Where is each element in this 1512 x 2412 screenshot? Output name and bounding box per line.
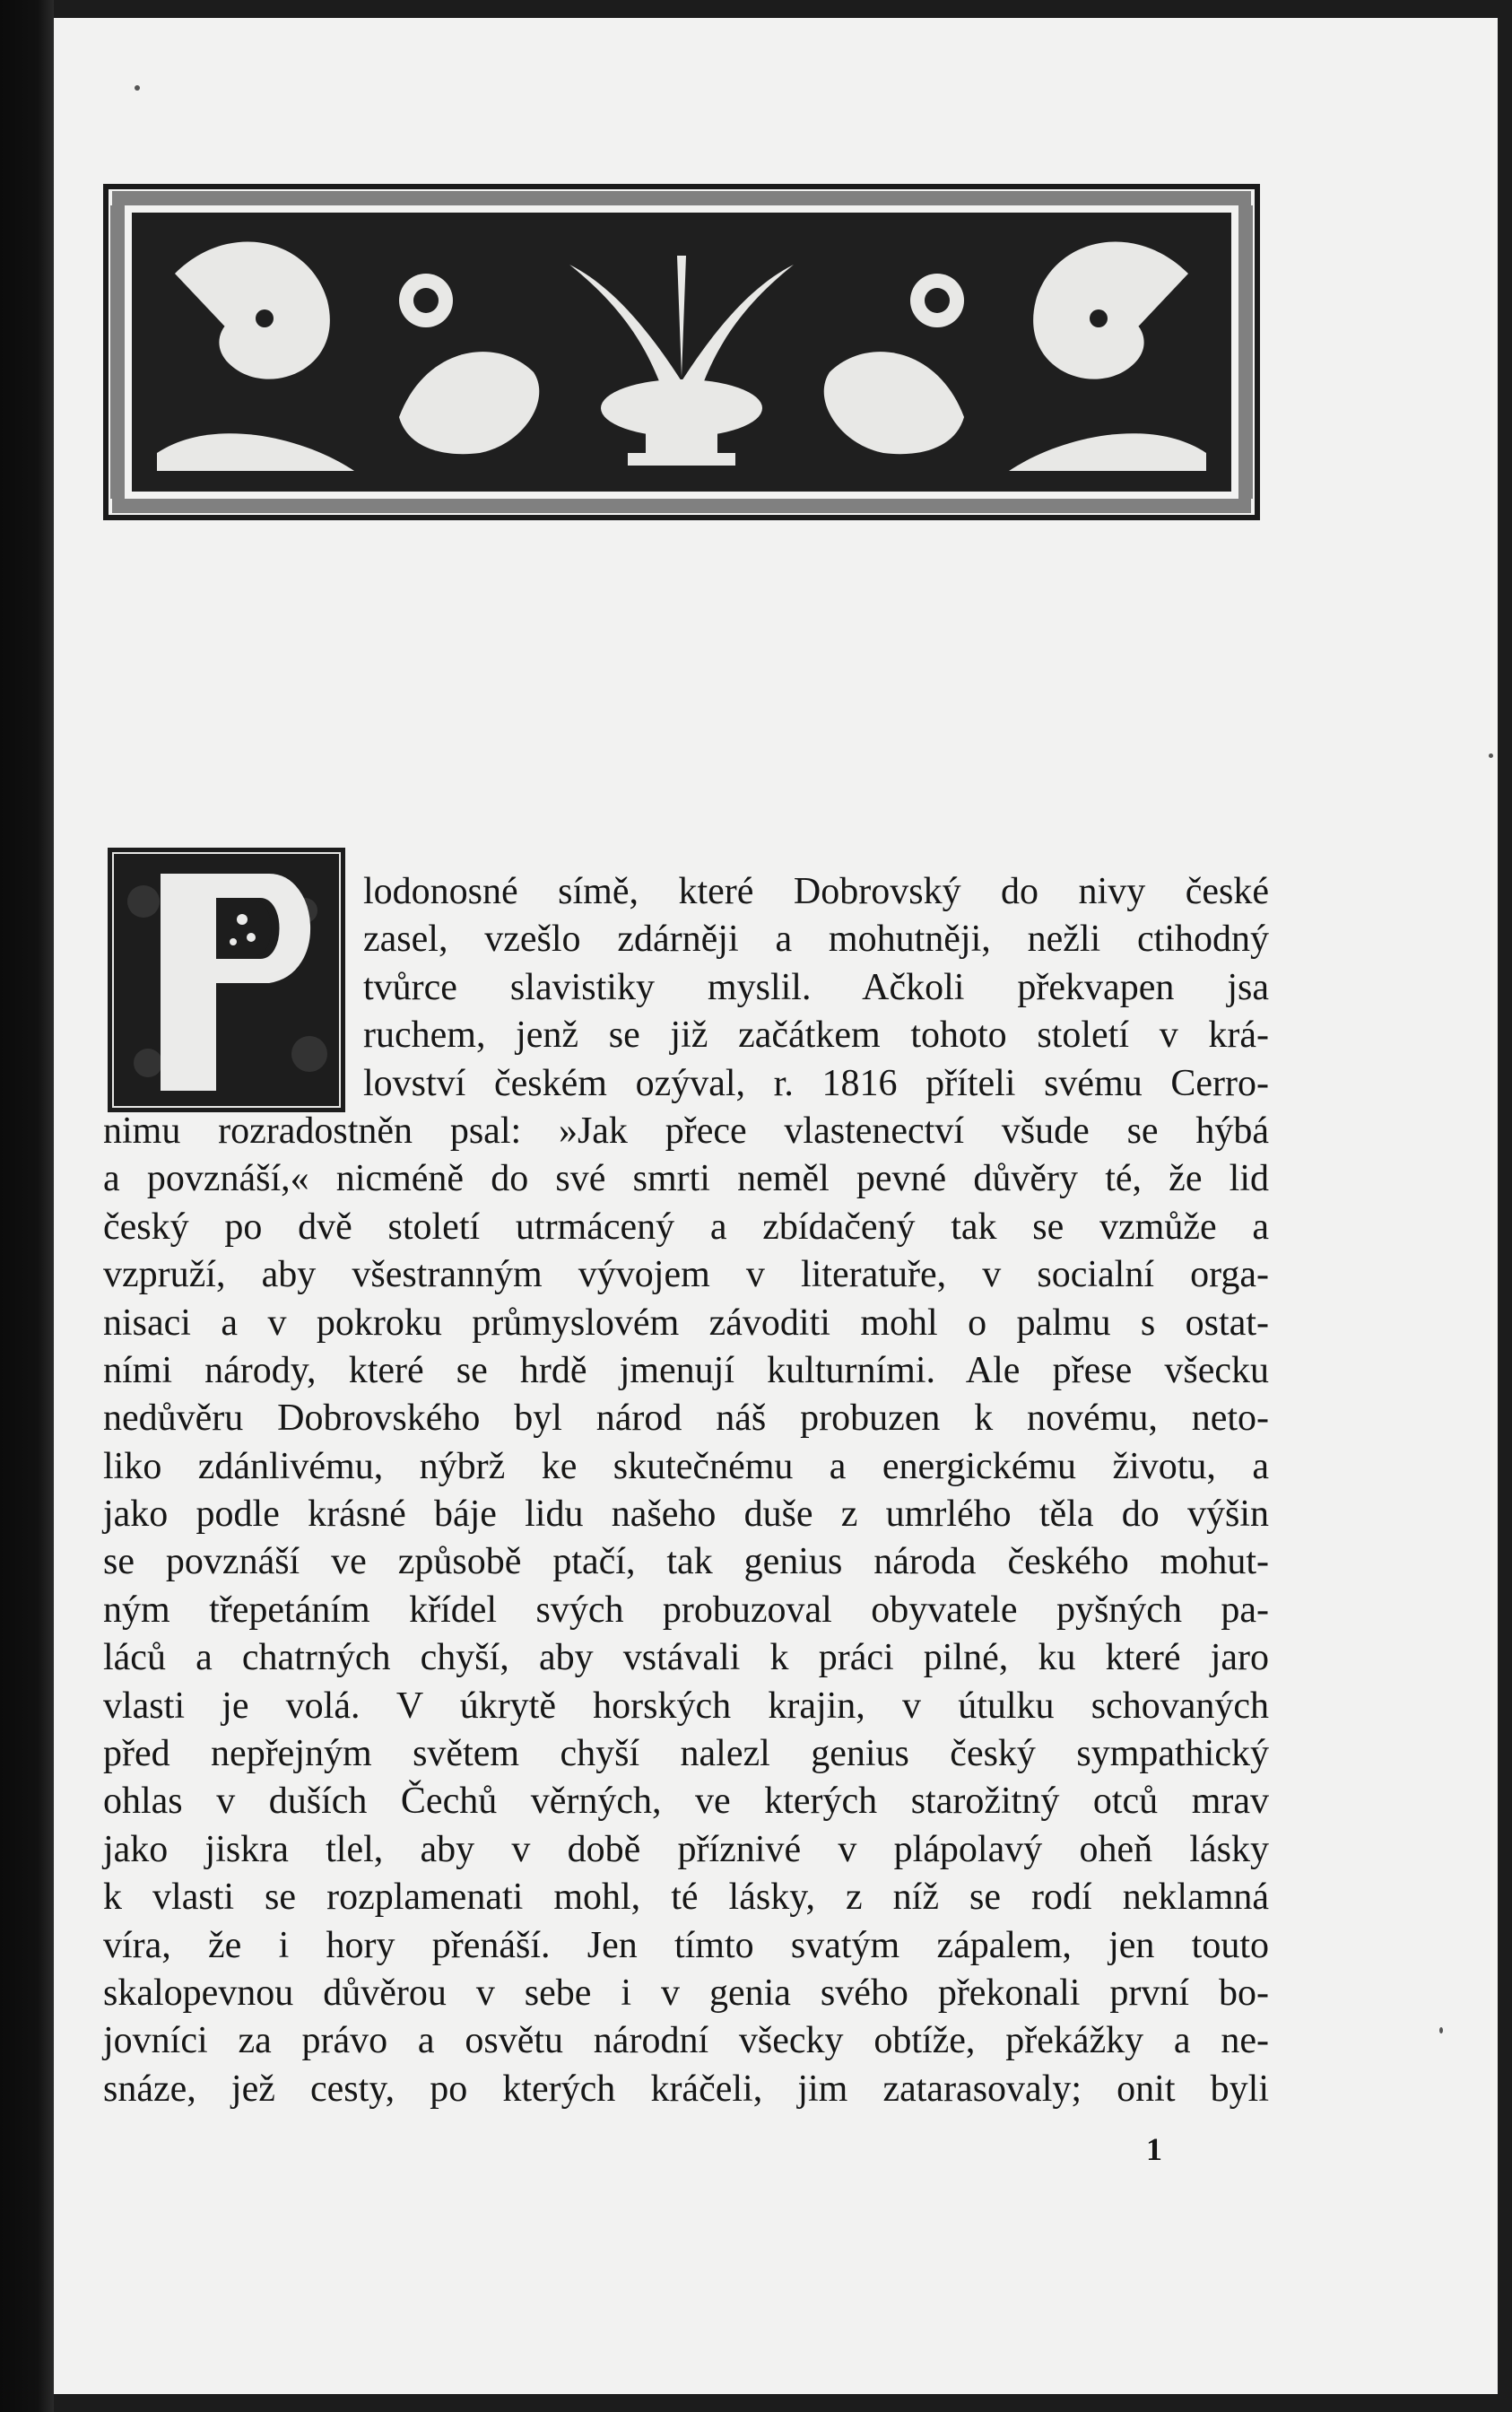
paragraph-line: ným třepetáním křídel svých probuzoval obyvatele pyšných pa- — [103, 1589, 1269, 1631]
paper-speck — [135, 85, 140, 91]
paragraph-line: jovníci za právo a osvětu národní všecky obtíže, překážky a ne- — [103, 2020, 1269, 2062]
paragraph-line: láců a chatrných chyší, aby vstávali k práci pilné, ku které jaro — [103, 1637, 1269, 1679]
paragraph-line: nimu rozradostněn psal: »Jak přece vlastenectví všude se hýbá — [103, 1110, 1269, 1152]
paragraph-line: skalopevnou důvěrou v sebe i v genia svého překonali první bo- — [103, 1972, 1269, 2014]
paragraph-line: se povznáší ve způsobě ptačí, tak genius národa českého mohut- — [103, 1541, 1269, 1583]
paragraph-line: před nepřejným světem chyší nalezl genius český sympathický — [103, 1733, 1269, 1775]
page-number: 1 — [1146, 2131, 1162, 2167]
paragraph-line: k vlasti se rozplamenati mohl, té lásky, z níž se rodí neklamná — [103, 1876, 1269, 1919]
paragraph-line: ohlas v duších Čechů věrných, ve kterých starožitný otců mrav — [103, 1781, 1269, 1823]
header-ornament-icon — [103, 184, 1260, 520]
paragraph-line: vzpruží, aby všestranným vývojem v literatuře, v socialní orga- — [103, 1254, 1269, 1296]
paragraph-line: a povznáší,« nicméně do své smrti neměl pevné důvěry té, že lid — [103, 1158, 1269, 1200]
paragraph-line: nedůvěru Dobrovského byl národ náš probuzen k novému, neto- — [103, 1398, 1269, 1440]
paragraph-line: zasel, vzešlo zdárněji a mohutněji, nežli ctihodný — [363, 919, 1269, 961]
paragraph-line: liko zdánlivému, nýbrž ke skutečnému a energickému životu, a — [103, 1445, 1269, 1487]
paragraph-line: ními národy, které se hrdě jmenují kulturními. Ale přese všecku — [103, 1349, 1269, 1391]
paragraph-line: víra, že i hory přenáší. Jen tímto svatým zápalem, jen touto — [103, 1924, 1269, 1966]
paper-speck — [1489, 753, 1493, 758]
body-text — [103, 868, 1269, 2113]
paragraph-line: jako jiskra tlel, aby v době příznivé v plápolavý oheň lásky — [103, 1828, 1269, 1870]
paragraph-line: lodonosné símě, které Dobrovský do nivy české — [363, 871, 1269, 912]
paragraph-line: lovství českém ozýval, r. 1816 příteli svému Cerro- — [363, 1062, 1269, 1104]
paragraph-line: český po dvě století utrmácený a zbídačený tak se vzmůže a — [103, 1206, 1269, 1248]
paragraph-line: tvůrce slavistiky myslil. Ačkoli překvapen jsa — [363, 966, 1269, 1008]
paragraph-line: vlasti je volá. V úkrytě horských krajin, v útulku schovaných — [103, 1685, 1269, 1727]
paragraph-line: jako podle krásné báje lidu našeho duše z umrlého těla do výšin — [103, 1493, 1269, 1536]
paper-speck — [1439, 2027, 1443, 2033]
paragraph-line: ruchem, jenž se již začátkem tohoto století v krá- — [363, 1014, 1269, 1057]
book-binding-edge — [0, 0, 54, 2412]
paragraph-line: nisaci a v pokroku průmyslovém závoditi mohl o palmu s ostat- — [103, 1302, 1269, 1344]
paragraph-line: snáze, jež cesty, po kterých kráčeli, jim zatarasovaly; onit byli — [103, 2068, 1269, 2110]
